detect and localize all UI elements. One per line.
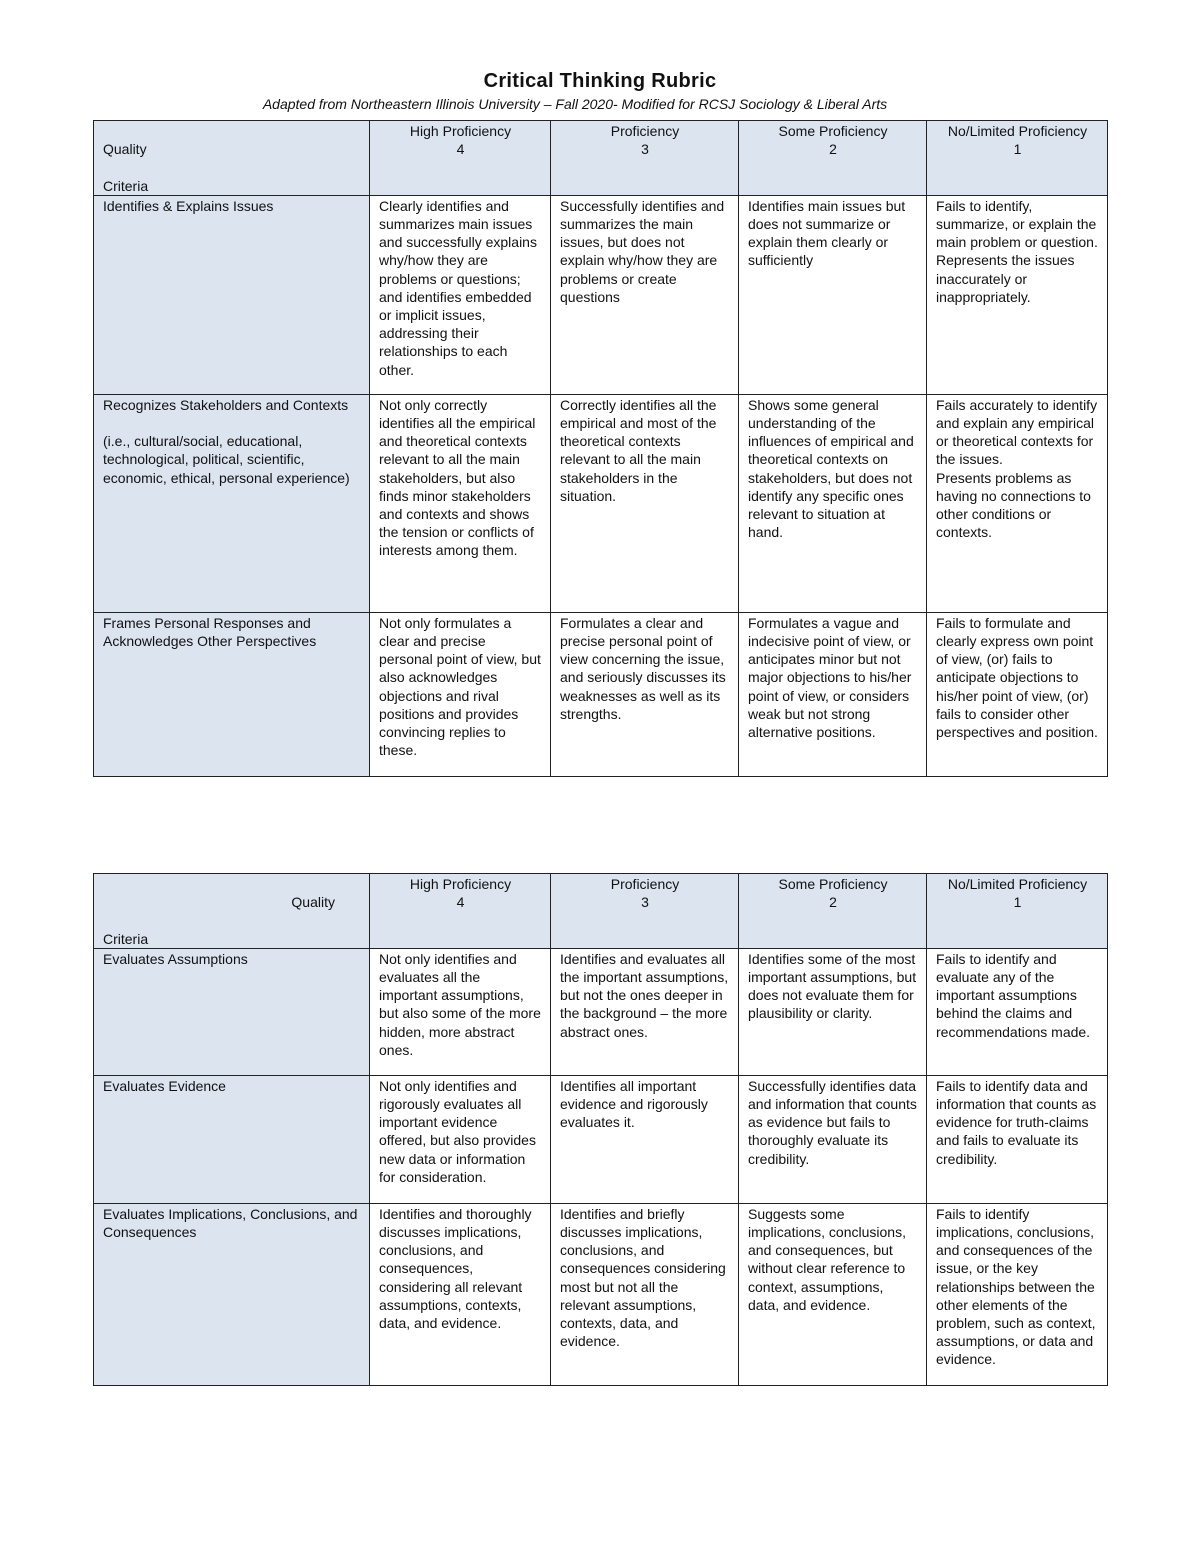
- rubric-cell: Identifies and briefly discusses implications, conclusions, and consequences considering most but not all the relevant assumptions, contexts, data, and evidence.: [551, 1203, 739, 1385]
- level-header: Proficiency 3: [551, 874, 739, 949]
- table-row: [94, 1075, 1108, 1203]
- criterion-cell: Evaluates Evidence: [94, 1075, 370, 1203]
- table-row: [94, 394, 1108, 612]
- level-header: Proficiency 3: [551, 121, 739, 196]
- rubric-cell: Fails accurately to identify and explain any empirical or theoretical contexts for the issues. Presents problems as having no connections to other conditions or contexts.: [927, 394, 1108, 612]
- rubric-cell: Formulates a vague and indecisive point of view, or anticipates minor but not major objections to his/her point of view, or considers weak but not strong alternative positions.: [739, 612, 927, 776]
- criterion-cell: Recognizes Stakeholders and Contexts (i.e., cultural/social, educational, technological, political, scientific, economic, ethical, personal experience): [94, 394, 370, 612]
- rubric-cell: Fails to identify and evaluate any of the important assumptions behind the claims and recommendations made.: [927, 948, 1108, 1075]
- rubric-cell: Identifies all important evidence and rigorously evaluates it.: [551, 1075, 739, 1203]
- criteria-label: Criteria: [103, 177, 149, 194]
- level-header: Some Proficiency 2: [739, 874, 927, 949]
- rubric-cell: Clearly identifies and summarizes main issues and successfully explains why/how they are problems or questions; and identifies embedded or implicit issues, addressing their relationships to each other.: [370, 195, 551, 394]
- rubric-cell: Fails to identify implications, conclusions, and consequences of the issue, or the key relationships between the other elements of the problem, such as context, assumptions, or data and evidence.: [927, 1203, 1108, 1385]
- rubric-cell: Not only formulates a clear and precise personal point of view, but also acknowledges objections and rival positions and provides convincing replies to these.: [370, 612, 551, 776]
- rubric-cell: Identifies main issues but does not summarize or explain them clearly or sufficiently: [739, 195, 927, 394]
- rubric-cell: Not only identifies and evaluates all the important assumptions, but also some of the more hidden, more abstract ones.: [370, 948, 551, 1075]
- rubric-cell: Fails to identify data and information that counts as evidence for truth-claims and fails to evaluate its credibility.: [927, 1075, 1108, 1203]
- level-header: Some Proficiency 2: [739, 121, 927, 196]
- rubric-cell: Shows some general understanding of the influences of empirical and theoretical contexts on stakeholders, but does not identify any specific ones relevant to situation at hand.: [739, 394, 927, 612]
- rubric-cell: Suggests some implications, conclusions, and consequences, but without clear reference to context, assumptions, data, and evidence.: [739, 1203, 927, 1385]
- quality-criteria-header: [94, 874, 370, 949]
- rubric-cell: Successfully identifies and summarizes the main issues, but does not explain why/how they are problems or create questions: [551, 195, 739, 394]
- rubric-table-1: [93, 120, 1108, 777]
- document-title: Critical Thinking Rubric: [483, 70, 717, 92]
- table-header-row: [94, 874, 1108, 949]
- criteria-label: Criteria: [103, 930, 149, 947]
- rubric-cell: Identifies and evaluates all the important assumptions, but not the ones deeper in the background – the more abstract ones.: [551, 948, 739, 1075]
- table-row: [94, 612, 1108, 776]
- table-header-row: [94, 121, 1108, 196]
- rubric-cell: Identifies and thoroughly discusses implications, conclusions, and consequences, considering all relevant assumptions, contexts, data, and evidence.: [370, 1203, 551, 1385]
- rubric-cell: Formulates a clear and precise personal point of view concerning the issue, and seriously discusses its weaknesses as well as its strengths.: [551, 612, 739, 776]
- rubric-cell: Fails to formulate and clearly express own point of view, (or) fails to anticipate objections to his/her point of view, (or) fails to consider other perspectives and position.: [927, 612, 1108, 776]
- quality-label: Quality: [103, 141, 147, 158]
- level-header: High Proficiency 4: [370, 874, 551, 949]
- criterion-cell: Frames Personal Responses and Acknowledges Other Perspectives: [94, 612, 370, 776]
- rubric-cell: Identifies some of the most important assumptions, but does not evaluate them for plausibility or clarity.: [739, 948, 927, 1075]
- rubric-cell: Fails to identify, summarize, or explain the main problem or question. Represents the issues inaccurately or inappropriately.: [927, 195, 1108, 394]
- rubric-cell: Correctly identifies all the empirical and most of the theoretical contexts relevant to all the main stakeholders in the situation.: [551, 394, 739, 612]
- rubric-cell: Not only correctly identifies all the empirical and theoretical contexts relevant to all the main stakeholders, but also finds minor stakeholders and contexts and shows the tension or conflicts of interests among them.: [370, 394, 551, 612]
- level-header: No/Limited Proficiency 1: [927, 874, 1108, 949]
- table-row: [94, 1203, 1108, 1385]
- level-header: High Proficiency 4: [370, 121, 551, 196]
- criterion-cell: Evaluates Implications, Conclusions, and Consequences: [94, 1203, 370, 1385]
- criterion-cell: Evaluates Assumptions: [94, 948, 370, 1075]
- table-row: [94, 195, 1108, 394]
- level-header: No/Limited Proficiency 1: [927, 121, 1108, 196]
- document-subtitle: Adapted from Northeastern Illinois University – Fall 2020- Modified for RCSJ Sociology & Liberal Arts: [262, 96, 888, 112]
- rubric-cell: Not only identifies and rigorously evaluates all important evidence offered, but also provides new data or information for consideration.: [370, 1075, 551, 1203]
- quality-label: Quality: [291, 894, 335, 911]
- quality-criteria-header: [94, 121, 370, 196]
- rubric-table-2: [93, 873, 1108, 1386]
- table-row: [94, 948, 1108, 1075]
- rubric-cell: Successfully identifies data and information that counts as evidence but fails to thoroughly evaluate its credibility.: [739, 1075, 927, 1203]
- criterion-cell: Identifies & Explains Issues: [94, 195, 370, 394]
